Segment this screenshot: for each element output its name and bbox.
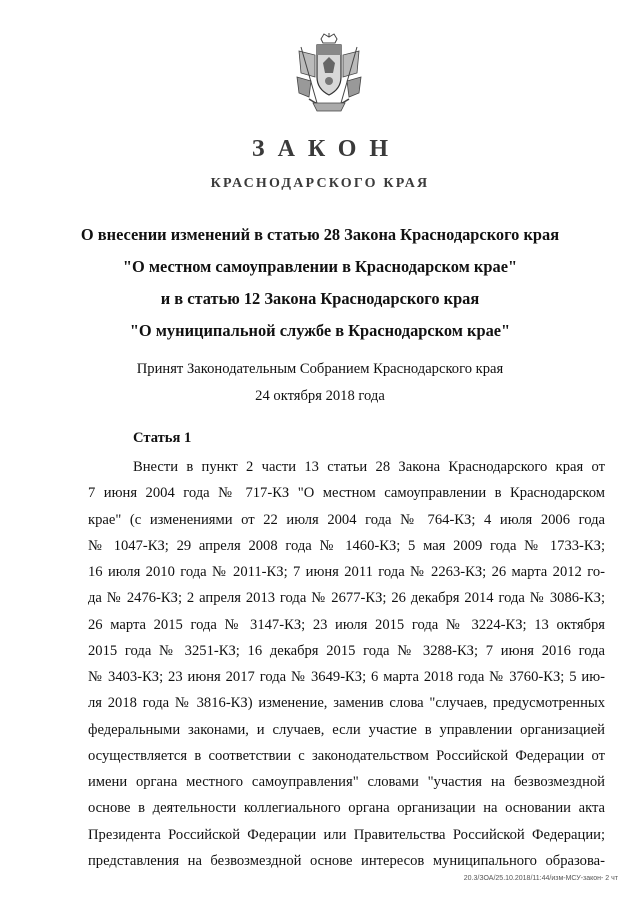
body-line: Внести в пункт 2 части 13 статьи 28 Закона Краснодарского края от — [133, 459, 605, 475]
headline-line: "О муниципальной службе в Краснодарском крае" — [129, 321, 511, 340]
body-line: представления на безвозмездной основе интересов муниципального образова- — [88, 852, 605, 869]
document-footer-stamp: 20.3/ЗОА/25.10.2018/11:44/изм-МСУ-закон- 2 чт — [463, 875, 618, 882]
body-line: 2015 года № 3251-КЗ; 16 декабря 2015 года № 3288-КЗ; 7 июня 2016 года — [88, 642, 605, 659]
adoption-note — [0, 356, 640, 410]
body-line: да № 2476-КЗ; 2 апреля 2013 года № 2677-КЗ; 26 декабря 2014 года № 3086-КЗ; — [88, 590, 605, 607]
body-line: осуществляется в соответствии с законодательством Российской Федерации от — [88, 747, 605, 764]
body-line: основе в деятельности коллегиального органа организации на основании акта — [88, 800, 605, 817]
article-title: Статья 1 — [133, 430, 192, 446]
body-line: имени органа местного самоуправления" словами "участия на безвозмездной — [88, 774, 605, 790]
body-line: ля 2018 года № 3816-КЗ) изменение, заменив слова "случаев, предусмотренных — [88, 695, 605, 712]
body-line: федеральными законами, и случаев, если участие в управлении организацией — [88, 721, 605, 738]
body-line: Президента Российской Федерации или Правительства Российской Федерации; — [88, 826, 605, 843]
document-title: ЗАКОН — [251, 136, 402, 162]
body-line: № 1047-КЗ; 29 апреля 2008 года № 1460-КЗ; 5 мая 2009 года № 1733-КЗ; — [88, 537, 605, 554]
body-line: крае" (с изменениями от 22 июля 2004 года № 764-КЗ; 4 июля 2006 года — [88, 511, 605, 528]
headline-line: и в статью 12 Закона Краснодарского края — [160, 289, 480, 308]
adoption-date: 24 октября 2018 года — [255, 388, 385, 404]
body-line: 16 июля 2010 года № 2011-КЗ; 7 июня 2011 года № 2263-КЗ; 26 марта 2012 го- — [88, 564, 605, 580]
law-headline — [0, 219, 640, 347]
document-subtitle: КРАСНОДАРСКОГО КРАЯ — [210, 176, 430, 191]
headline-line: "О местном самоуправлении в Краснодарском крае" — [122, 257, 518, 276]
headline-line: О внесении изменений в статью 28 Закона Краснодарского края — [80, 225, 560, 244]
body-line: 26 марта 2015 года № 3147-КЗ; 23 июля 2015 года № 3224-КЗ; 13 октября — [88, 616, 605, 633]
coat-of-arms-icon — [295, 33, 363, 115]
body-line: № 3403-КЗ; 23 июня 2017 года № 3649-КЗ; 6 марта 2018 года № 3760-КЗ; 5 ию- — [88, 669, 605, 685]
article-body — [88, 454, 605, 874]
adoption-line: Принят Законодательным Собранием Краснодарского края — [136, 361, 504, 377]
body-line: 7 июня 2004 года № 717-КЗ "О местном самоуправлении в Краснодарском — [88, 485, 605, 502]
